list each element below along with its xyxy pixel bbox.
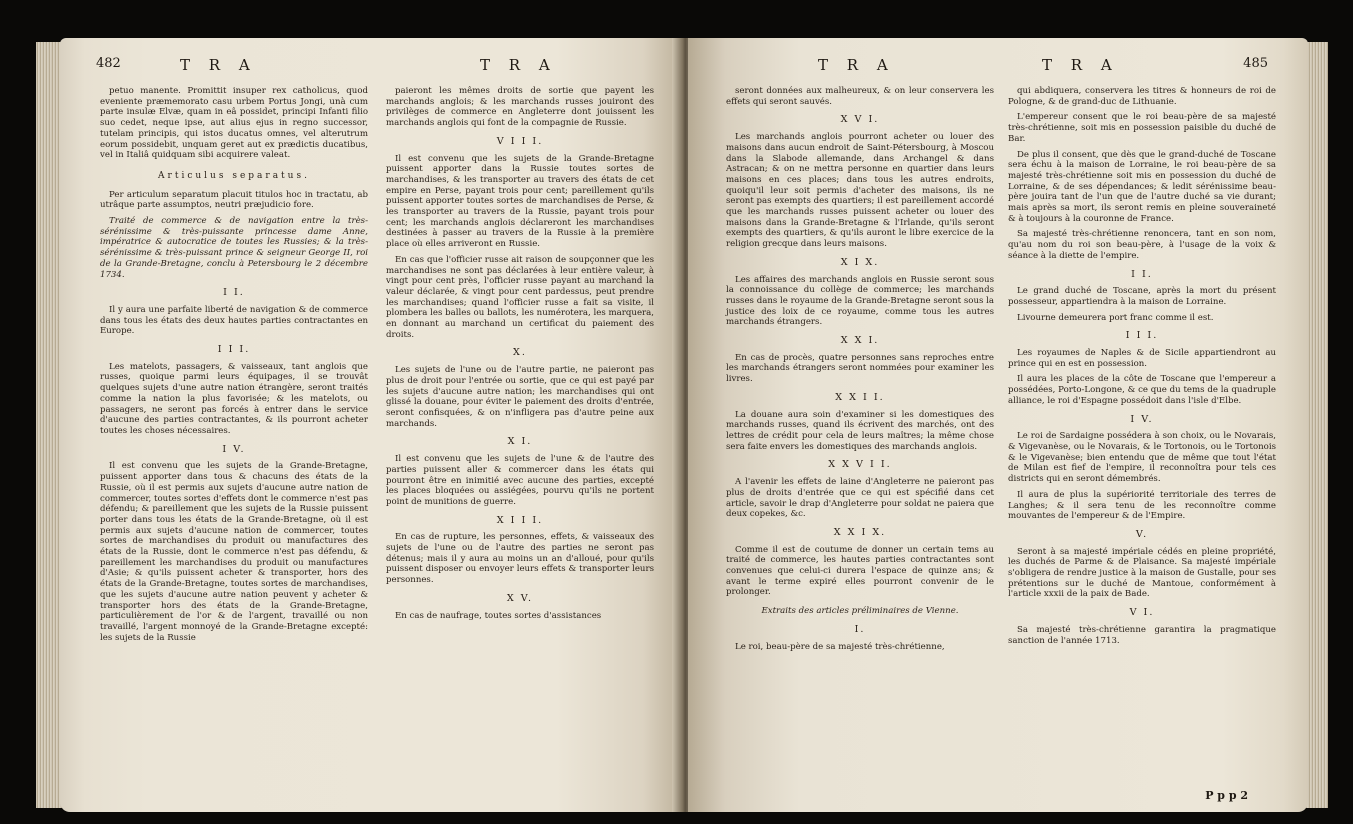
paragraph: Il est convenu que les sujets de la Grande-Bretagne, puissent apporter dans tous & chacuns des états de la Russie, où il est permis aux sujets d'aucune autre nation de commercer, toutes sortes d'effets dont le commerce n'est pas défendu; & pareillement que les sujets de la Russie puissent porter dans tous les états de la Grande-Bretagne, où il est permis aux sujets d'aucune nation de commercer, toutes sortes de marchandises du produit ou manufactures des états de la Russie, dont le commerce n'est pas défendu, & pareillement les marchandises du produit ou manufactures d'Asie; & qu'ils puissent acheter & transporter, hors des états de la Grande-Bretagne, toutes sortes de marchandises, que les sujets d'aucune autre nation peuvent y acheter & transporter hors des états de la Grande-Bretagne, particulièrement de l'or & de l'argent, travaillé ou non travaillé, l'argent monnoyé de la Grande-Bretagne excepté: les sujets de la Russie (100, 461, 368, 643)
left-page (60, 38, 680, 812)
left-page-number: 482 (96, 56, 121, 71)
article-number: V I. (1129, 607, 1155, 619)
paragraph: Il y aura une parfaite liberté de navigation & de commerce dans tous les états des deux hautes parties contractantes en Europe. (100, 304, 368, 337)
article-number: X X I X. (833, 526, 887, 538)
article-number: X X I. (840, 335, 880, 347)
article-number: I V. (1130, 413, 1154, 425)
left-column-2 (386, 86, 654, 626)
paragraph: Les royaumes de Naples & de Sicile appartiendront au prince qui en est en possession. (1008, 348, 1276, 369)
italic-title: Extraits des articles préliminaires de Vienne. (761, 606, 959, 617)
right-running-head-2: T R A (1042, 56, 1119, 74)
right-column-2 (1008, 86, 1276, 651)
paragraph: Il aura de plus la supériorité territoriale des terres de Langhes; & il sera tenu de les reconnoître comme mouvantes de l'empereur & de l'Empire. (1008, 489, 1276, 522)
paragraph: Les affaires des marchands anglois en Russie seront sous la connoissance du collège de commerce; les marchands russes dans le royaume de la Grande-Bretagne seront sous la justice des loix de ce royaume, comme tous les autres marchands étrangers. (726, 274, 994, 328)
paragraph: A l'avenir les effets de laine d'Angleterre ne paieront pas plus de droits d'entrée que ce qui est spécifié dans cet article, savoir le drap d'Angleterre pour soldat ne paiera que deux copekes, &c. (726, 477, 994, 520)
paragraph: Per articulum separatum placuit titulos hoc in tractatu, ab utrâque parte assumptos, neutri præjudicio fore. (100, 189, 368, 211)
article-number: I I. (223, 287, 245, 299)
paragraph: En cas de rupture, les personnes, effets, & vaisseaux des sujets de l'une ou de l'autre des parties ne seront pas détenus; mais il y aura au moins un an d'alloué, pour qu'ils puissent disposer ou envoyer leurs effets & transporter leurs personnes. (386, 532, 654, 586)
paragraph: paieront les mêmes droits de sortie que payent les marchands anglois; & les marchands russes jouiront des privilèges de commerce en Angleterre dont jouissent les marchands anglois qui font de la compagnie de Russie. (386, 86, 654, 129)
article-number: X V I. (840, 114, 880, 126)
article-number: X V. (506, 592, 534, 604)
section-heading: Articulus separatus. (158, 170, 310, 181)
right-column-1 (726, 86, 994, 657)
left-running-head-1: T R A (180, 56, 257, 74)
article-number: X. (513, 347, 527, 359)
article-number: X X V I I. (828, 459, 892, 471)
left-running-head-2: T R A (480, 56, 557, 74)
paragraph: En cas de naufrage, toutes sortes d'assistances (395, 610, 602, 621)
article-number: V. (1135, 528, 1149, 540)
paragraph: Les marchands anglois pourront acheter ou louer des maisons dans aucun endroit de Saint-Pétersbourg, à Moscou dans la Slabode allemande, dans Archangel & dans Astracan; & on ne mettra personne en quartier dans leurs maisons en ces places; dans tous les autres endroits, quoiqu'il leur soit permis d'acheter des maisons, ils ne seront pas exempts des quartiers; il est pareillement accordé que les marchands russes puissent acheter ou louer des maisons dans la Grande-Bretagne & l'Irlande, qu'ils seront exempts des quartiers, & qu'ils auront le libre exercice de la religion grecque dans leurs maisons. (726, 132, 994, 250)
right-running-head-1: T R A (818, 56, 895, 74)
paragraph: petuo manente. Promittit insuper rex catholicus, quod eveniente præmemorato casu urbem Portus Jongi, unà cum parte insulæ Elvæ, quam in eâ possidet, principi Infanti filio suo cedet, neque ipse, aut alius ejus in regno successor, tutelam principis, qui istos ducatus omnes, vel alterutrum eorum possidebit, unquam geret aut ex prædictis ducatibus, vel in Italiâ quidquam sibi acquirere valeat. (100, 86, 368, 161)
article-number: I I. (1131, 268, 1153, 280)
signature-mark: P p p 2 (1205, 789, 1248, 802)
article-number: X I I I. (496, 514, 544, 526)
article-number: V I I I. (496, 135, 544, 147)
right-page-number: 485 (1243, 56, 1268, 71)
paragraph: Le roi de Sardaigne possédera à son choix, ou le Novarais, & Vigevanèse, ou le Novarais, & le Tortonois, ou le Tortonois & le Vigevanèse; bien entendu que de même que tout l'état de Milan est fief de l'empire, il reconnoîtra pour tels ces districts qui en seront démembrés. (1008, 431, 1276, 485)
article-number: I I I. (217, 344, 251, 356)
paragraph: Le grand duché de Toscane, après la mort du présent possesseur, appartiendra à la maison de Lorraine. (1008, 286, 1276, 307)
paragraph: De plus il consent, que dès que le grand-duché de Toscane sera échu à la maison de Lorraine, le roi beau-père de sa majesté très-chrétienne soit mis en possession du duché de Lorraine, & de ses dépendances; & ledit sérénissime beau-père jouira tant de l'un que de l'autre duché sa vie durant; mais après sa mort, ils seront remis en pleine souveraineté & à toujours à la couronne de France. (1008, 149, 1276, 224)
paragraph: Le roi, beau-père de sa majesté très-chrétienne, (735, 641, 945, 652)
paragraph: Sa majesté très-chrétienne renoncera, tant en son nom, qu'au nom du roi son beau-père, à l'usage de la voix & séance à la diette de l'empire. (1008, 229, 1276, 261)
paragraph: Sa majesté très-chrétienne garantira la pragmatique sanction de l'année 1713. (1008, 624, 1276, 646)
left-page-edges (36, 42, 62, 808)
italic-title: Traité de commerce & de navigation entre la très-sérénissime & très-puissante princesse dame Anne, impératrice & autocratice de toutes les Russies; & la très-sérénissime & très-puissant prince & seigneur George II, roi de la Grande-Bretagne, conclu à Petersbourg le 2 décembre 1734. (100, 216, 368, 280)
article-number: X I. (507, 436, 533, 448)
paragraph: En cas de procès, quatre personnes sans reproches entre les marchands étrangers seront nommées pour examiner les livres. (726, 352, 994, 385)
paragraph: Il est convenu que les sujets de la Grande-Bretagne puissent apporter dans la Russie toutes sortes de marchandises, & les transporter au travers des états de cet empire en Perse, payant trois pour cent; pareillement qu'ils puissent apporter toutes sortes de marchandises de Perse, & les transporter au travers de la Russie, payant trois pour cent; les marchands anglois déclareront les marchandises destinées à passer au travers de la Russie à la première place où elles arriveront en Russie. (386, 153, 654, 250)
paragraph: qui abdiquera, conservera les titres & honneurs de roi de Pologne, & de grand-duc de Lithuanie. (1008, 86, 1276, 107)
paragraph: Les matelots, passagers, & vaisseaux, tant anglois que russes, quoique parmi leurs équipages, il se trouvât quelques sujets d'une autre nation étrangère, seront traités comme la nation la plus favorisée; & les matelots, ou passagers, ne seront pas forcés à entrer dans le service d'aucune des parties contractantes, & ils pourront acheter toutes les choses nécessaires. (100, 361, 368, 436)
paragraph: Les sujets de l'une ou de l'autre partie, ne paieront pas plus de droit pour l'entrée ou sortie, que ce qui est payé par les sujets d'aucune autre nation; les marchandises qui ont glissé la douane, pour éviter le paiement des droits d'entrée, seront confisquées, & on n'infligera pas d'autre peine aux marchands. (386, 365, 654, 429)
paragraph: L'empereur consent que le roi beau-père de sa majesté très-chrétienne, soit mis en possession paisible du duché de Bar. (1008, 112, 1276, 144)
article-number: X X I I. (835, 391, 885, 403)
article-number: X I X. (840, 256, 880, 268)
paragraph: Il est convenu que les sujets de l'une & de l'autre des parties puissent aller & commercer dans les états qui pourront être en inimitié avec aucune des parties, excepté les places bloquées ou assiégées, pourvu qu'ils ne portent point de munitions de guerre. (386, 454, 654, 507)
article-number: I I I. (1125, 330, 1159, 342)
paragraph: Livourne demeurera port franc comme il est. (1017, 312, 1214, 323)
right-page (688, 38, 1308, 812)
article-number: I. (854, 623, 866, 635)
paragraph: Seront à sa majesté impériale cédés en pleine propriété, les duchés de Parme & de Plaisance. Sa majesté impériale s'obligera de rendre justice à la maison de Gustalle, pour ses prétentions sur le duché de Mantoue, conformément à l'article xxxii de la paix de Bade. (1008, 546, 1276, 600)
paragraph: Comme il est de coutume de donner un certain tems au traité de commerce, les hautes parties contractantes sont convenues que celui-ci durera l'espace de quinze ans; & avant le terme expiré elles pourront convenir de le prolonger. (726, 544, 994, 598)
paragraph: La douane aura soin d'examiner si les domestiques des marchands russes, quand ils écrivent des marchés, ont des lettres de crédit pour cela de leurs maîtres; la même chose sera faite envers les domestiques des marchands anglois. (726, 409, 994, 452)
paragraph: seront données aux malheureux, & on leur conservera les effets qui seront sauvés. (726, 86, 994, 107)
article-number: I V. (222, 443, 246, 455)
paragraph: En cas que l'officier russe ait raison de soupçonner que les marchandises ne sont pas déclarées à leur entière valeur, à vingt pour cent près, l'officier russe payant au marchand la valeur déclarée, & vingt pour cent pardessus, peut prendre les marchandises; quand l'officier russe a fait sa visite, il plombera les balles ou ballots, les numérotera, les marquera, en donnant au marchand un certificat du paiement des droits. (386, 254, 654, 340)
paragraph: Il aura les places de la côte de Toscane que l'empereur a possédées, Porto-Longone, & ce que du tems de la quadruple alliance, le roi d'Espagne possédoit dans l'isle d'Elbe. (1008, 374, 1276, 406)
left-column-1 (100, 86, 368, 648)
